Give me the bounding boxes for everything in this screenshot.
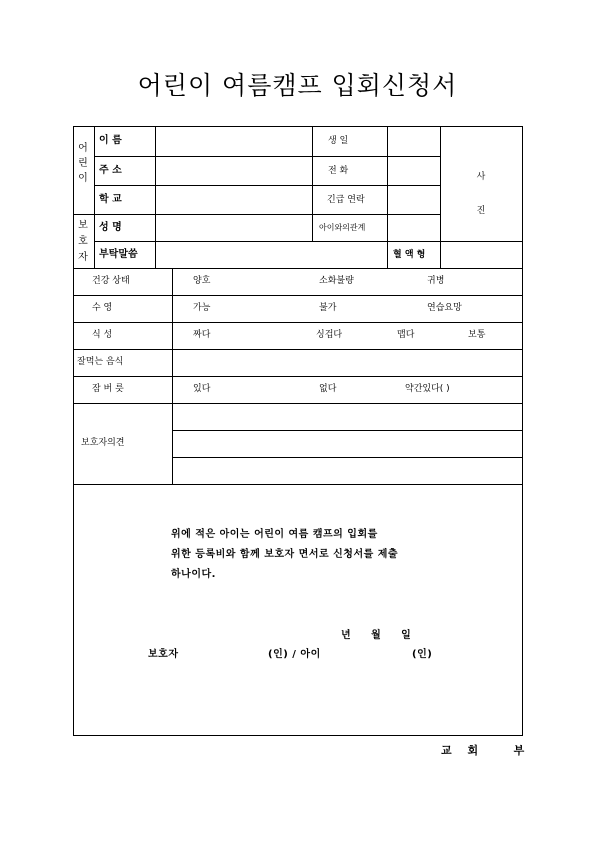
page-title: 어린이 여름캠프 입회신청서: [137, 71, 458, 100]
row-divider: [172, 457, 523, 458]
child-birth-label: 생 일: [328, 136, 349, 146]
row-divider: [94, 185, 440, 186]
child-address-label: 주 소: [99, 165, 122, 176]
guardian-sign-label: 보호자: [148, 649, 179, 660]
row-divider: [73, 349, 523, 350]
opinion-label: 보호자의견: [81, 438, 125, 448]
blood-type-label: 혈 액 형: [393, 250, 426, 260]
diet-option-bland: 싱겁다: [316, 330, 343, 340]
col-divider: [94, 126, 95, 268]
col-divider: [312, 126, 313, 241]
swim-option-practice: 연습요망: [427, 303, 462, 313]
table-border-left: [73, 126, 74, 736]
child-name-label: 이 름: [99, 135, 122, 146]
health-option-good: 양호: [193, 276, 211, 286]
col-divider: [172, 268, 173, 484]
table-border-bottom: [73, 735, 523, 736]
row-divider: [94, 241, 523, 242]
swim-option-can: 가능: [193, 303, 211, 313]
health-option-ear: 귀병: [427, 276, 445, 286]
swim-option-cannot: 불가: [319, 303, 337, 313]
diet-option-normal: 보통: [468, 330, 486, 340]
sleep-option-yes: 있다: [193, 384, 211, 394]
child-seal: (인): [412, 649, 433, 660]
photo-label: 사진: [476, 172, 486, 216]
guardian-desc-label: 부탁말씀: [99, 249, 138, 260]
health-label: 건강 상태: [92, 276, 130, 286]
sleep-option-no: 없다: [319, 384, 337, 394]
row-divider: [73, 376, 523, 377]
row-divider: [73, 484, 523, 485]
row-divider: [172, 430, 523, 431]
declaration-line-1: 위에 적은 아이는 어린이 여름 캠프의 입회를: [171, 529, 378, 540]
diet-option-spicy: 맵다: [397, 330, 415, 340]
col-divider: [387, 126, 388, 268]
row-divider: [94, 156, 440, 157]
child-group-label: 어린이: [78, 143, 88, 184]
row-divider: [73, 268, 523, 269]
church-department: 교 회 부: [441, 744, 531, 757]
row-divider: [73, 295, 523, 296]
swim-label: 수 영: [92, 303, 113, 313]
guardian-seal: (인) / 아이: [268, 649, 321, 660]
row-divider: [73, 403, 523, 404]
guardian-name-label: 성 명: [99, 222, 122, 233]
declaration-line-3: 하나이다.: [171, 569, 216, 580]
declaration-line-2: 위한 등록비와 함께 보호자 면서로 신청서를 제출: [171, 549, 399, 560]
diet-option-salty: 짜다: [193, 330, 211, 340]
child-phone-label: 전 화: [328, 166, 349, 176]
table-border-right: [522, 126, 523, 736]
emergency-contact-label: 긴급 연락: [327, 195, 365, 205]
sleep-label: 잠 버 릇: [92, 384, 124, 394]
sleep-option-some: 약간있다( ): [405, 384, 450, 394]
row-divider: [73, 322, 523, 323]
table-border-top: [73, 126, 523, 127]
child-school-label: 학 교: [99, 194, 122, 205]
date-line: 년 월 일: [341, 630, 412, 641]
guardian-group-label: 보호자: [78, 220, 88, 263]
col-divider: [440, 126, 441, 268]
diet-label: 식 성: [92, 330, 113, 340]
row-divider: [73, 214, 440, 215]
health-option-indigestion: 소화불량: [319, 276, 354, 286]
relation-label: 아이와의관계: [319, 223, 366, 232]
avoid-food-label: 잘먹는 음식: [77, 357, 124, 367]
col-divider: [155, 126, 156, 268]
